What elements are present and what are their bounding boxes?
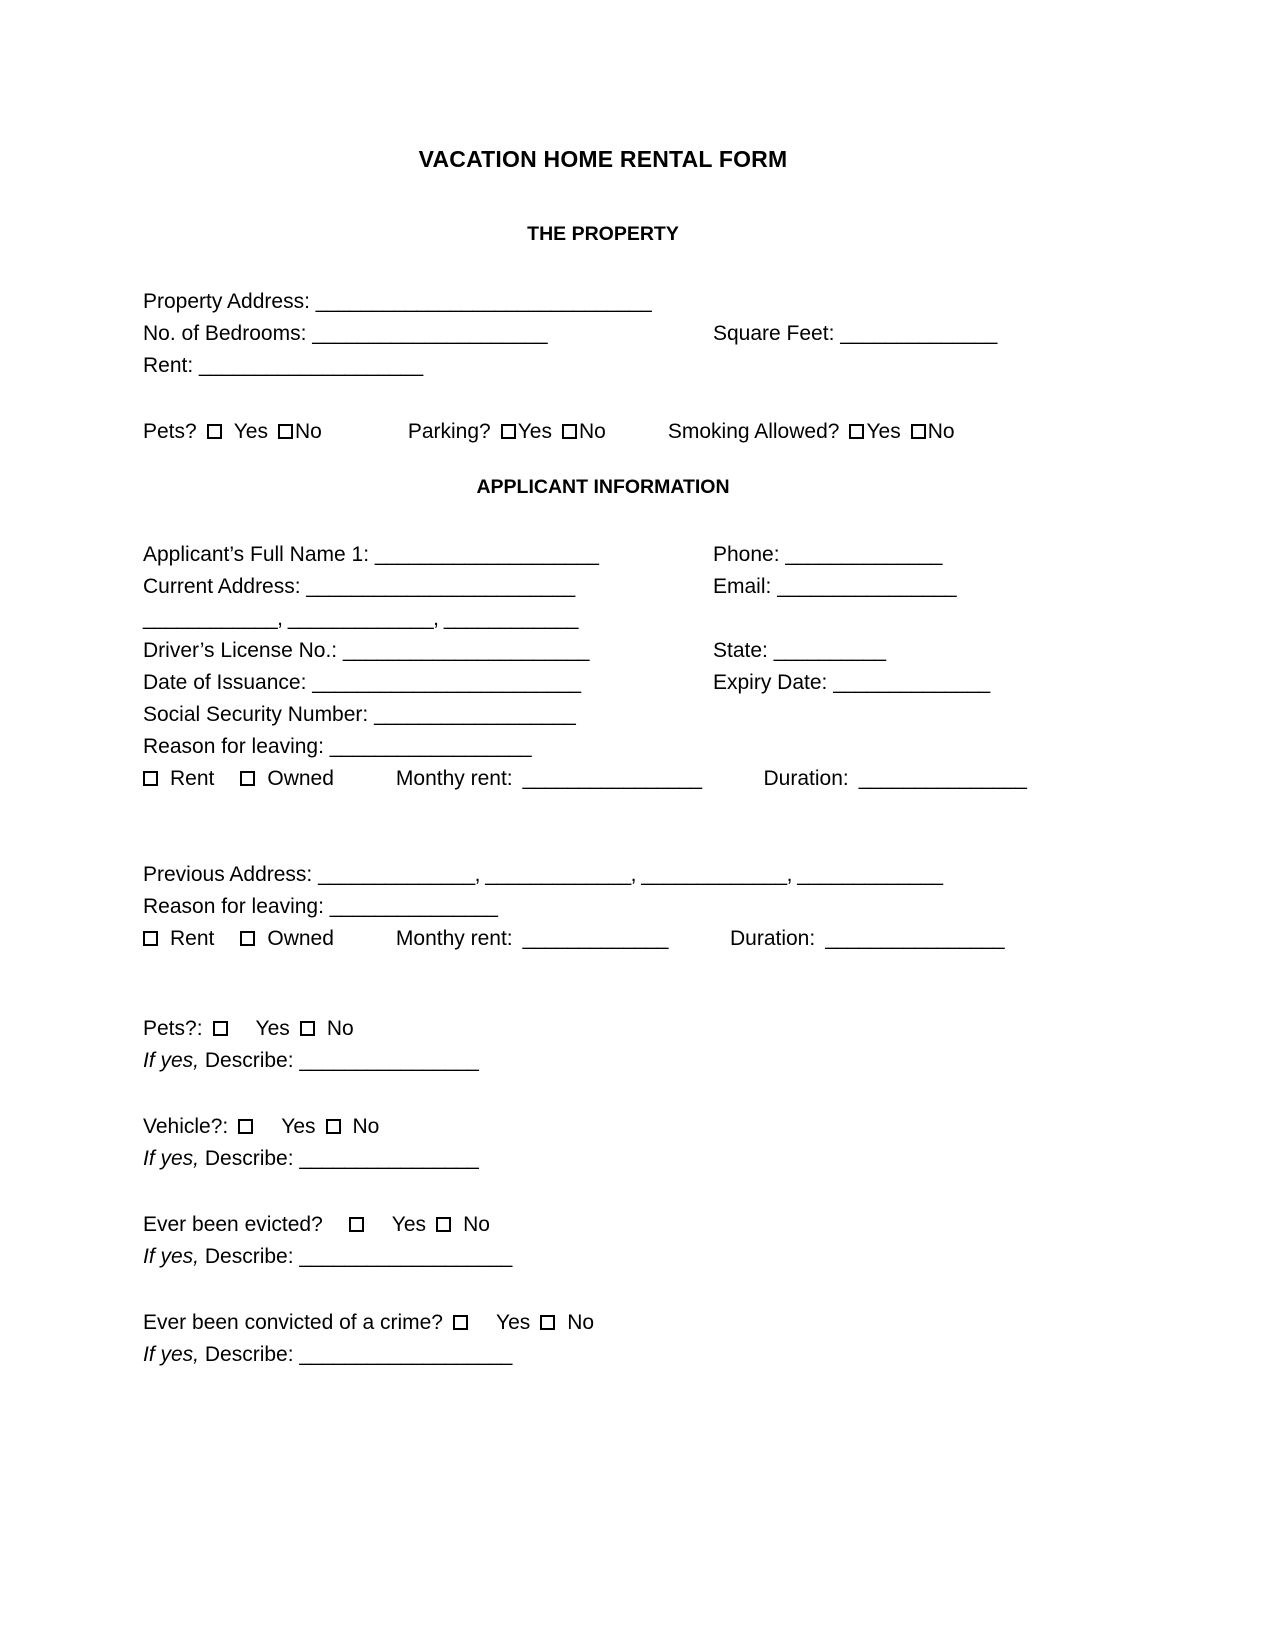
bedrooms-input[interactable]: _____________________	[312, 322, 548, 345]
screening-describe-vehicle	[143, 1143, 1133, 1175]
screening-evicted-label: Ever been evicted?	[143, 1213, 323, 1236]
expiry-date-input[interactable]: ______________	[833, 671, 990, 694]
smoking-no-checkbox[interactable]	[911, 424, 926, 439]
spacer	[143, 795, 1133, 859]
screening-vehicle-describe-input[interactable]: ________________	[299, 1147, 479, 1170]
phone-label: Phone:	[713, 543, 780, 566]
spacer	[143, 382, 1133, 416]
field-previous-address	[143, 859, 1133, 891]
smoking-yes-checkbox[interactable]	[849, 424, 864, 439]
field-row-name-phone	[143, 539, 1133, 571]
field-row-issuance-expiry	[143, 667, 1133, 699]
parking-no-label: No	[578, 420, 606, 443]
spacer	[143, 448, 1133, 476]
pets-yes-label: Yes	[233, 420, 268, 443]
duration-label-previous: Duration:	[729, 927, 816, 950]
parking-yes-checkbox[interactable]	[501, 424, 516, 439]
screening-evicted-yes-label: Yes	[391, 1213, 427, 1236]
screening-convicted-yes-label: Yes	[496, 1311, 531, 1334]
state-input[interactable]: __________	[773, 639, 886, 662]
smoking-question-label: Smoking Allowed?	[667, 420, 840, 443]
pets-no-checkbox[interactable]	[278, 424, 293, 439]
square-feet-label: Square Feet:	[713, 322, 835, 345]
screening-vehicle-describe-label: Describe:	[204, 1147, 294, 1170]
field-current-address	[143, 571, 713, 603]
screening-convicted-label: Ever been convicted of a crime?	[143, 1311, 443, 1334]
property-address-input[interactable]: ______________________________	[315, 290, 652, 313]
spacer	[143, 1077, 1133, 1111]
screening-pets-yes-label: Yes	[255, 1017, 290, 1040]
field-row-license-state	[143, 635, 1133, 667]
screening-question-convicted	[143, 1307, 1133, 1339]
screening-convicted-no-label: No	[567, 1311, 595, 1334]
field-drivers-license	[143, 635, 713, 667]
screening-vehicle-yes-label: Yes	[281, 1115, 316, 1138]
screening-question-vehicle	[143, 1111, 1133, 1143]
field-state	[713, 635, 1133, 667]
screening-pets-no-label: No	[326, 1017, 354, 1040]
field-full-name	[143, 539, 713, 571]
owned-checkbox-current[interactable]	[240, 771, 255, 786]
screening-vehicle-no-label: No	[352, 1115, 380, 1138]
reason-for-leaving-input[interactable]: __________________	[329, 735, 532, 758]
field-date-of-issuance	[143, 667, 713, 699]
tenure-row-previous	[143, 923, 1133, 955]
pets-no-label: No	[294, 420, 322, 443]
screening-describe-convicted	[143, 1339, 1133, 1371]
ssn-input[interactable]: __________________	[374, 703, 576, 726]
field-phone	[713, 539, 1133, 571]
screening-question-evicted	[143, 1209, 1133, 1241]
screening-describe-evicted	[143, 1241, 1133, 1273]
field-property-address	[143, 286, 1133, 318]
drivers-license-label: Driver’s License No.:	[143, 639, 338, 662]
field-square-feet	[713, 318, 1133, 350]
phone-input[interactable]: ______________	[785, 543, 942, 566]
rent-checkbox-current[interactable]	[143, 771, 158, 786]
field-city-state-zip	[143, 603, 1133, 635]
section-heading-property: THE PROPERTY	[527, 223, 679, 245]
parking-question-label: Parking?	[407, 420, 491, 443]
drivers-license-input[interactable]: ______________________	[342, 639, 589, 662]
field-bedrooms	[143, 318, 713, 350]
property-address-label: Property Address:	[143, 290, 310, 313]
reason-for-leaving-label: Reason for leaving:	[143, 735, 324, 758]
spacer	[143, 173, 1133, 223]
pets-yes-checkbox[interactable]	[207, 424, 222, 439]
screening-pets-label: Pets?:	[143, 1017, 203, 1040]
parking-no-checkbox[interactable]	[562, 424, 577, 439]
full-name-label: Applicant’s Full Name 1:	[143, 543, 370, 566]
state-label: State:	[713, 639, 768, 662]
monthly-rent-input-previous[interactable]: _____________	[522, 927, 668, 950]
screening-pets-no-checkbox[interactable]	[300, 1021, 315, 1036]
rent-input[interactable]: ____________________	[199, 354, 423, 377]
rent-checkbox-label-previous: Rent	[170, 927, 215, 950]
spacer	[143, 1175, 1133, 1209]
field-row-address-email	[143, 571, 1133, 603]
screening-evicted-yes-checkbox[interactable]	[349, 1217, 364, 1232]
rent-checkbox-previous[interactable]	[143, 931, 158, 946]
spacer	[143, 499, 1133, 539]
date-of-issuance-input[interactable]: ________________________	[312, 671, 581, 694]
screening-pets-describe-input[interactable]: ________________	[299, 1049, 479, 1072]
city-state-zip-input[interactable]: ____________, _____________, ____________	[143, 607, 578, 630]
owned-checkbox-label-previous: Owned	[267, 927, 334, 950]
rent-checkbox-label-current: Rent	[170, 767, 215, 790]
duration-input-previous[interactable]: ________________	[825, 927, 1005, 950]
field-rent	[143, 350, 1133, 382]
email-label: Email:	[713, 575, 772, 598]
screening-evicted-describe-prefix: If yes,	[143, 1245, 200, 1268]
previous-address-input[interactable]: ______________, _____________, _____________, _____________	[318, 863, 943, 886]
previous-address-label: Previous Address:	[143, 863, 313, 886]
owned-checkbox-label-current: Owned	[267, 767, 334, 790]
screening-evicted-no-label: No	[463, 1213, 490, 1236]
screening-convicted-describe-input[interactable]: ___________________	[299, 1343, 512, 1366]
screening-vehicle-no-checkbox[interactable]	[326, 1119, 341, 1134]
screening-evicted-no-checkbox[interactable]	[436, 1217, 451, 1232]
field-ssn	[143, 699, 1133, 731]
field-reason-for-leaving-previous	[143, 891, 1133, 923]
field-reason-for-leaving-current	[143, 731, 1133, 763]
spacer	[143, 1273, 1133, 1307]
monthly-rent-label-previous: Monthy rent:	[395, 927, 513, 950]
monthly-rent-label-current: Monthy rent:	[395, 767, 513, 790]
section-heading-applicant: APPLICANT INFORMATION	[476, 476, 730, 498]
current-address-label: Current Address:	[143, 575, 301, 598]
tenure-row-current	[143, 763, 1133, 795]
screening-describe-pets	[143, 1045, 1133, 1077]
reason-for-leaving-label-previous: Reason for leaving:	[143, 895, 324, 918]
page-title: VACATION HOME RENTAL FORM	[418, 146, 788, 172]
field-email	[713, 571, 1133, 603]
duration-label-current: Duration:	[763, 767, 849, 790]
square-feet-input[interactable]: ______________	[840, 322, 997, 345]
screening-evicted-describe-label: Describe:	[204, 1245, 294, 1268]
field-expiry-date	[713, 667, 1133, 699]
pets-question-label: Pets?	[143, 420, 197, 443]
current-address-input[interactable]: ________________________	[306, 575, 575, 598]
full-name-input[interactable]: ____________________	[374, 543, 599, 566]
field-row-bedrooms-squarefeet	[143, 318, 1133, 350]
owned-checkbox-previous[interactable]	[240, 931, 255, 946]
screening-question-pets	[143, 1013, 1133, 1045]
spacer	[143, 955, 1133, 1013]
rent-label: Rent:	[143, 354, 194, 377]
screening-convicted-yes-checkbox[interactable]	[453, 1315, 468, 1330]
expiry-date-label: Expiry Date:	[713, 671, 828, 694]
screening-convicted-no-checkbox[interactable]	[540, 1315, 555, 1330]
ssn-label: Social Security Number:	[143, 703, 369, 726]
email-input[interactable]: ________________	[777, 575, 957, 598]
bedrooms-label: No. of Bedrooms:	[143, 322, 307, 345]
screening-vehicle-describe-prefix: If yes,	[143, 1147, 200, 1170]
reason-for-leaving-input-previous[interactable]: _______________	[329, 895, 498, 918]
screening-evicted-describe-input[interactable]: ___________________	[299, 1245, 512, 1268]
duration-input-current[interactable]: _______________	[858, 767, 1027, 790]
screening-pets-describe-label: Describe:	[204, 1049, 294, 1072]
smoking-yes-label: Yes	[866, 420, 901, 443]
smoking-no-label: No	[927, 420, 955, 443]
parking-yes-label: Yes	[517, 420, 552, 443]
date-of-issuance-label: Date of Issuance:	[143, 671, 307, 694]
monthly-rent-input-current[interactable]: ________________	[522, 767, 702, 790]
screening-vehicle-label: Vehicle?:	[143, 1115, 229, 1138]
screening-convicted-describe-prefix: If yes,	[143, 1343, 200, 1366]
screening-vehicle-yes-checkbox[interactable]	[238, 1119, 253, 1134]
spacer	[143, 246, 1133, 286]
property-checkbox-row	[143, 416, 1133, 448]
screening-convicted-describe-label: Describe:	[204, 1343, 294, 1366]
screening-pets-yes-checkbox[interactable]	[213, 1021, 228, 1036]
screening-pets-describe-prefix: If yes,	[143, 1049, 200, 1072]
document-content	[143, 0, 1133, 1371]
